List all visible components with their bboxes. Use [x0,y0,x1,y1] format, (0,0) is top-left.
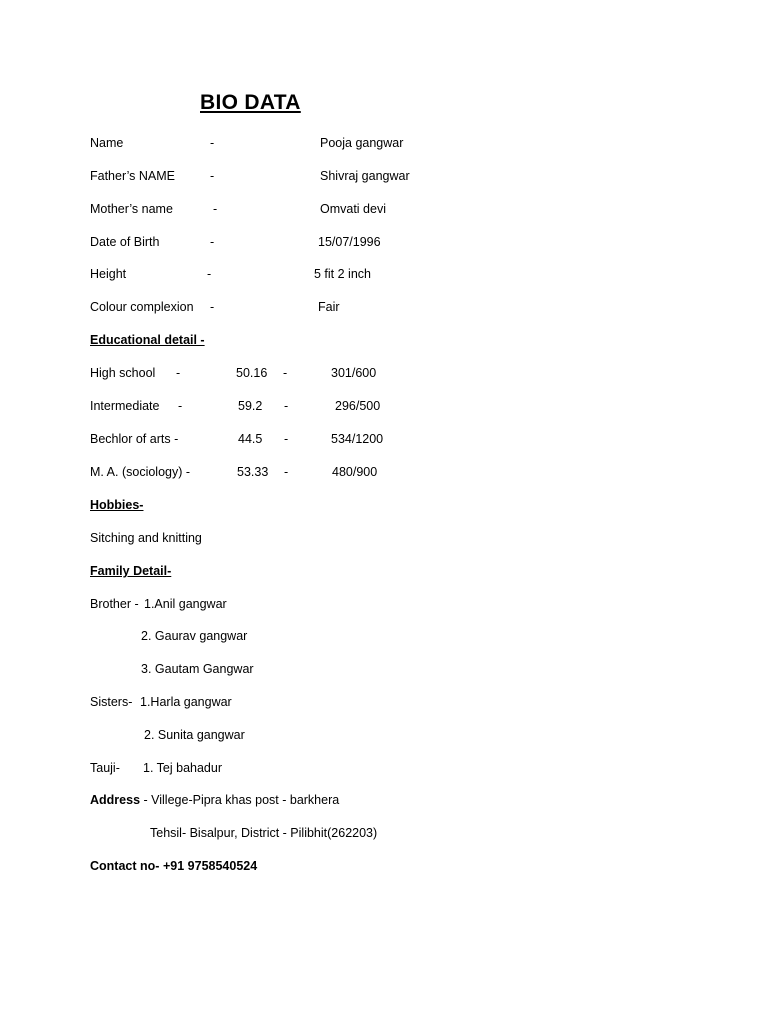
mother-value: Omvati devi [320,202,386,216]
height-label: Height [90,267,127,281]
family-heading: Family Detail- [90,564,172,578]
edu-row-marks: 301/600 [331,366,377,380]
brother-item: 3. Gautam Gangwar [141,662,254,676]
address-line-2: Tehsil- Bisalpur, District - Pilibhit(262203) [150,826,378,840]
edu-row-sep: - [178,399,183,413]
name-separator: - [210,136,215,150]
mother-label: Mother’s name [90,202,173,216]
hobbies-text: Sitching and knitting [90,531,202,545]
edu-row-marks: 534/1200 [331,432,384,446]
edu-row-label: M. A. (sociology) - [90,465,191,479]
father-label: Father’s NAME [90,169,175,183]
edu-row-label: Intermediate [90,399,160,413]
hobbies-heading: Hobbies- [90,498,144,512]
mother-separator: - [213,202,218,216]
tauji-value: 1. Tej bahadur [143,761,222,775]
address-line-1 [90,792,339,808]
height-value: 5 fit 2 inch [314,267,371,281]
edu-row-label: High school [90,366,156,380]
education-heading: Educational detail - [90,333,205,347]
edu-row-percent: 50.16 [236,366,268,380]
complexion-label: Colour complexion [90,300,194,314]
edu-row-percent: 59.2 [238,399,263,413]
edu-row-label: Bechlor of arts - [90,432,179,446]
name-value: Pooja gangwar [320,136,404,150]
contact-value: +91 9758540524 [163,859,258,873]
edu-row-sep: - [176,366,181,380]
page-title: BIO DATA [200,91,301,114]
complexion-separator: - [210,300,215,314]
brother-label: Brother - [90,597,139,611]
edu-row-sep: - [283,366,288,380]
edu-row-marks: 296/500 [335,399,381,413]
dob-value: 15/07/1996 [318,235,381,249]
edu-row-sep: - [284,465,289,479]
contact-label: Contact no- [90,859,160,873]
edu-row-sep: - [284,432,289,446]
father-value: Shivraj gangwar [320,169,410,183]
complexion-value: Fair [318,300,340,314]
address-value: - Villege-Pipra khas post - barkhera [140,793,340,807]
father-separator: - [210,169,215,183]
sister-item: 1.Harla gangwar [140,695,232,709]
brother-item: 1.Anil gangwar [144,597,227,611]
sister-label: Sisters- [90,695,133,709]
dob-separator: - [210,235,215,249]
edu-row-sep: - [284,399,289,413]
brother-item: 2. Gaurav gangwar [141,629,248,643]
sister-item: 2. Sunita gangwar [144,728,245,742]
edu-row-percent: 44.5 [238,432,263,446]
edu-row-percent: 53.33 [237,465,269,479]
height-separator: - [207,267,212,281]
address-label: Address [90,793,141,807]
dob-label: Date of Birth [90,235,160,249]
tauji-label: Tauji- [90,761,120,775]
edu-row-marks: 480/900 [332,465,378,479]
name-label: Name [90,136,124,150]
